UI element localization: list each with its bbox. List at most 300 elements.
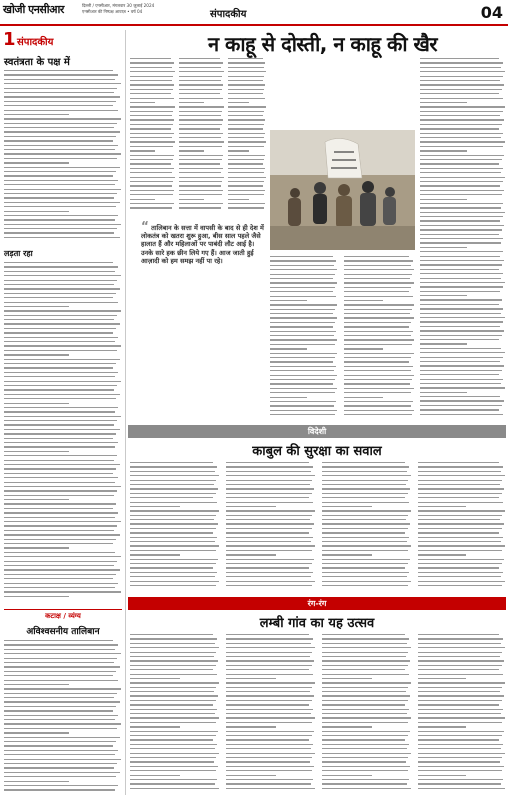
text-line (4, 759, 121, 760)
main-text-col6 (420, 58, 506, 421)
text-line (322, 687, 408, 688)
text-line (130, 115, 172, 116)
text-line (322, 541, 407, 542)
text-line (420, 260, 504, 261)
text-line (322, 691, 406, 692)
text-line (228, 124, 264, 125)
text-line (130, 106, 175, 107)
text-line (4, 723, 121, 724)
text-line (418, 674, 503, 675)
text-line (4, 262, 113, 263)
text-line (4, 517, 115, 518)
text-line (418, 634, 499, 635)
text-line (130, 554, 180, 555)
text-line (322, 502, 409, 503)
text-line (4, 521, 121, 522)
text-line (179, 58, 220, 59)
text-line (418, 497, 499, 498)
text-line (418, 656, 500, 657)
text-line (418, 713, 501, 714)
text-line (4, 754, 115, 755)
text-line (420, 190, 504, 191)
text-line (130, 207, 172, 208)
text-line (226, 779, 313, 780)
text-line (4, 79, 115, 80)
text-line (179, 115, 221, 116)
text-line (4, 565, 114, 566)
text-line (226, 576, 311, 577)
article3-headline: लम्बी गांव का यह उत्सव (259, 616, 375, 631)
text-line (4, 293, 116, 294)
text-line (130, 757, 216, 758)
text-line (4, 105, 113, 106)
text-line (226, 537, 313, 538)
text-line (130, 700, 216, 701)
text-line (226, 643, 311, 644)
text-line (418, 669, 499, 670)
text-line (344, 405, 411, 406)
pull-quote (141, 219, 266, 265)
text-line (420, 128, 499, 129)
text-line (322, 770, 408, 771)
text-line (4, 503, 116, 504)
text-line (228, 106, 266, 107)
text-line (418, 502, 503, 503)
text-line (322, 462, 405, 463)
text-line (418, 682, 505, 683)
text-line (420, 348, 501, 349)
column-divider (125, 30, 126, 795)
text-line (4, 482, 115, 483)
text-line (270, 401, 336, 402)
text-line (4, 671, 116, 672)
text-line (228, 76, 264, 77)
text-line (130, 84, 174, 85)
header-rule (0, 24, 508, 26)
text-line (4, 328, 116, 329)
text-line (418, 652, 502, 653)
text-line (4, 763, 117, 764)
text-line (420, 238, 503, 239)
text-line (226, 652, 312, 653)
text-line (418, 748, 501, 749)
text-line (4, 302, 118, 303)
text-line (420, 256, 500, 257)
text-line (270, 405, 334, 406)
text-line (4, 583, 118, 584)
text-line (4, 653, 121, 654)
text-line (322, 726, 372, 727)
text-line (179, 203, 223, 204)
text-line (179, 111, 222, 112)
text-line (420, 185, 500, 186)
text-line (226, 471, 311, 472)
text-line (179, 137, 221, 138)
text-line (130, 462, 213, 463)
text-line (130, 695, 218, 696)
text-line (226, 519, 310, 520)
text-line (4, 556, 121, 557)
text-line (4, 372, 118, 373)
text-line (130, 168, 174, 169)
text-line (418, 660, 504, 661)
text-line (322, 466, 409, 467)
text-line (130, 541, 215, 542)
text-line (420, 172, 501, 173)
text-line (130, 515, 216, 516)
text-line (4, 728, 117, 729)
text-line (4, 640, 113, 641)
text-line (420, 159, 502, 160)
text-line (4, 297, 113, 298)
text-line (228, 163, 263, 164)
text-line (226, 700, 312, 701)
text-line (420, 146, 503, 147)
text-line (226, 744, 313, 745)
text-line (228, 119, 265, 120)
text-line (418, 726, 466, 727)
text-line (270, 410, 337, 411)
text-line (130, 704, 213, 705)
text-line (4, 389, 114, 390)
main-text-col4 (270, 256, 338, 421)
text-line (228, 168, 265, 169)
text-line (130, 585, 216, 586)
text-line (4, 530, 114, 531)
text-line (130, 761, 214, 762)
text-line (420, 374, 499, 375)
text-line (226, 669, 309, 670)
text-line (322, 506, 372, 507)
text-line (344, 256, 409, 257)
text-line (4, 162, 69, 163)
paper-logo: खोजी एनसीआर (3, 3, 64, 16)
text-line (322, 528, 408, 529)
text-line (4, 512, 118, 513)
text-line (270, 348, 307, 349)
text-line (130, 528, 216, 529)
text-line (130, 519, 214, 520)
text-line (270, 366, 336, 367)
text-line (179, 141, 224, 142)
text-line (226, 647, 315, 648)
text-line (418, 779, 503, 780)
text-line (418, 704, 499, 705)
text-line (4, 149, 115, 150)
text-line (4, 460, 114, 461)
text-line (420, 220, 500, 221)
text-line (179, 106, 224, 107)
text-line (4, 74, 118, 75)
text-line (270, 392, 335, 393)
text-line (418, 541, 501, 542)
text-line (418, 519, 500, 520)
text-line (270, 296, 336, 297)
text-line (130, 788, 219, 789)
text-line (4, 706, 116, 707)
text-line (4, 140, 113, 141)
text-line (179, 89, 222, 90)
article2-col3 (322, 462, 412, 592)
text-line (179, 159, 222, 160)
text-line (130, 98, 174, 99)
text-line (344, 414, 412, 415)
text-line (130, 581, 219, 582)
text-line (130, 71, 175, 72)
text-line (322, 656, 406, 657)
text-line (344, 401, 413, 402)
article3-col1 (130, 634, 220, 796)
text-line (418, 484, 500, 485)
text-line (420, 216, 503, 217)
text-line (270, 313, 333, 314)
text-line (4, 310, 121, 311)
text-line (4, 675, 113, 676)
text-line (420, 150, 467, 151)
text-line (418, 766, 504, 767)
text-line (420, 308, 503, 309)
text-line (4, 228, 117, 229)
text-line (130, 119, 174, 120)
text-line (4, 306, 69, 307)
text-line (322, 523, 410, 524)
text-line (130, 502, 217, 503)
text-line (418, 757, 502, 758)
text-line (228, 71, 266, 72)
text-line (226, 722, 312, 723)
text-line (226, 634, 309, 635)
text-line (226, 687, 312, 688)
text-line (4, 578, 113, 579)
text-line (130, 572, 217, 573)
text-line (418, 709, 503, 710)
text-line (270, 339, 337, 340)
text-line (270, 326, 333, 327)
section-band-rang: रंग-रंग (128, 597, 506, 610)
text-line (322, 700, 408, 701)
text-line (270, 414, 335, 415)
text-line (322, 669, 405, 670)
text-line (179, 177, 224, 178)
text-line (418, 731, 504, 732)
text-line (418, 523, 504, 524)
text-line (418, 563, 502, 564)
text-line (418, 665, 502, 666)
text-line (130, 76, 173, 77)
text-line (179, 172, 221, 173)
text-line (420, 357, 503, 358)
text-line (228, 128, 263, 129)
text-line (4, 193, 117, 194)
text-line (179, 163, 220, 164)
text-line (4, 525, 117, 526)
text-line (270, 344, 335, 345)
text-line (130, 133, 174, 134)
text-line (130, 652, 216, 653)
text-line (4, 776, 116, 777)
text-line (4, 189, 121, 190)
text-line (130, 523, 218, 524)
text-line (322, 766, 410, 767)
text-line (226, 532, 309, 533)
text-line (4, 284, 114, 285)
text-line (130, 775, 180, 776)
text-line (4, 315, 117, 316)
text-line (420, 115, 500, 116)
text-line (270, 256, 333, 257)
text-line (228, 194, 264, 195)
text-line (344, 348, 383, 349)
text-line (418, 532, 499, 533)
text-line (322, 761, 406, 762)
text-line (226, 726, 276, 727)
text-line (130, 471, 215, 472)
text-line (4, 145, 118, 146)
text-line (420, 76, 503, 77)
text-line (418, 466, 503, 467)
text-line (4, 88, 117, 89)
text-line (4, 127, 114, 128)
text-line (418, 585, 502, 586)
text-line (4, 359, 120, 360)
text-line (130, 466, 217, 467)
text-line (4, 737, 120, 738)
text-line (130, 62, 174, 63)
text-line (226, 488, 314, 489)
text-line (228, 146, 264, 147)
text-line (228, 111, 264, 112)
text-line (4, 167, 120, 168)
text-line (179, 98, 223, 99)
text-line (420, 177, 505, 178)
text-line (4, 354, 69, 355)
text-line (418, 488, 504, 489)
text-line (344, 291, 409, 292)
text-line (226, 656, 310, 657)
text-line (226, 484, 310, 485)
editorial-photo (270, 130, 415, 250)
text-line (418, 744, 503, 745)
text-line (179, 146, 222, 147)
text-line (344, 344, 412, 345)
text-line (420, 98, 503, 99)
text-line (130, 67, 172, 68)
text-line (130, 638, 217, 639)
text-line (322, 537, 409, 538)
text-line (344, 317, 414, 318)
text-line (226, 541, 311, 542)
text-line (322, 638, 409, 639)
text-line (226, 674, 313, 675)
text-line (4, 569, 120, 570)
text-line (228, 172, 264, 173)
text-line (270, 265, 334, 266)
text-line (420, 251, 503, 252)
text-line (4, 110, 118, 111)
date-line: दिल्ली / एनसीआर, मंगलवार 30 जुलाई 2024 (82, 3, 155, 8)
text-line (322, 545, 411, 546)
text-line (4, 490, 117, 491)
text-line (418, 475, 505, 476)
text-line (130, 124, 173, 125)
text-line (179, 133, 223, 134)
text-line (4, 732, 69, 733)
section-title: संपादकीय (210, 9, 247, 20)
text-line (130, 691, 214, 692)
text-line (226, 510, 315, 511)
text-line (130, 753, 219, 754)
text-line (344, 383, 410, 384)
text-line (228, 115, 263, 116)
text-line (4, 271, 115, 272)
text-line (418, 506, 466, 507)
text-line (228, 181, 264, 182)
text-line (179, 71, 224, 72)
text-line (270, 274, 335, 275)
text-line (130, 141, 175, 142)
text-line (130, 783, 215, 784)
text-line (4, 224, 121, 225)
text-line (228, 80, 263, 81)
text-line (4, 398, 116, 399)
text-line (130, 199, 155, 200)
text-line (322, 739, 405, 740)
text-line (4, 785, 118, 786)
text-line (420, 67, 501, 68)
text-line (4, 96, 120, 97)
text-line (344, 278, 410, 279)
text-line (420, 102, 467, 103)
text-line (130, 159, 173, 160)
text-line (130, 128, 171, 129)
text-line (322, 480, 408, 481)
text-line (130, 647, 219, 648)
text-line (322, 550, 408, 551)
main-text-col5 (344, 256, 415, 421)
text-line (418, 576, 501, 577)
article2-col1 (130, 462, 220, 592)
text-line (418, 480, 502, 481)
text-line (418, 515, 502, 516)
main-headline: न काहू से दोस्ती, न काहू की खैर (207, 32, 438, 56)
text-line (322, 475, 411, 476)
text-line (130, 674, 217, 675)
text-line (4, 745, 113, 746)
text-line (179, 168, 223, 169)
text-line (420, 225, 504, 226)
text-line (4, 781, 69, 782)
text-line (418, 572, 503, 573)
left-article-text-3 (4, 640, 122, 796)
text-line (420, 199, 467, 200)
text-line (226, 709, 313, 710)
text-line (4, 715, 118, 716)
text-line (226, 554, 276, 555)
quote-mark-icon: “ (141, 219, 149, 233)
text-line (418, 788, 505, 789)
text-line (228, 203, 265, 204)
text-line (130, 770, 216, 771)
article3-col4 (418, 634, 506, 796)
text-line (4, 83, 121, 84)
text-line (322, 783, 407, 784)
text-line (4, 158, 117, 159)
text-line (130, 506, 180, 507)
text-line (226, 783, 311, 784)
text-line (420, 365, 504, 366)
left-article-3-headline: अविश्वसनीय तालिबान (26, 627, 100, 637)
text-line (344, 274, 412, 275)
